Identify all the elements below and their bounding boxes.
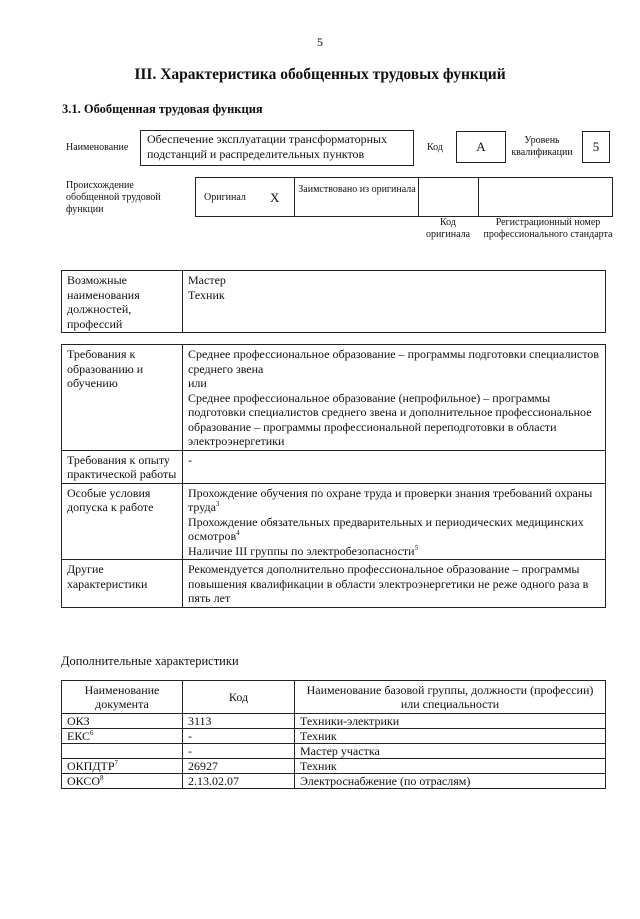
- additional-title: Дополнительные характеристики: [61, 654, 239, 668]
- table-row: [62, 714, 606, 729]
- doc-cell: ОКСО$^8$: [62, 774, 183, 789]
- origin-label: Происхождение обобщенной трудовой функции: [66, 180, 161, 215]
- name-label: Наименование: [66, 142, 129, 153]
- table-row: [62, 345, 606, 451]
- code-cell: 26927: [183, 759, 295, 774]
- origin-grid: [195, 177, 613, 217]
- gtf-code-value: А: [456, 131, 506, 163]
- experience-label: Требования к опыту практической работы: [62, 450, 183, 483]
- footnote-ref: 4: [236, 529, 240, 537]
- col-header-name: Наименование базовой группы, должности (профессии) или специальности: [295, 681, 606, 714]
- additional-table: [61, 680, 606, 789]
- code-cell: -: [183, 744, 295, 759]
- admission-line: Наличие III группы по электробезопасности$^5$: [188, 543, 419, 558]
- name-cell: Техники-электрики: [295, 714, 606, 729]
- doc-cell: ЕКС$^6$: [62, 729, 183, 744]
- origin-original: Оригинал: [204, 192, 246, 203]
- admission-label: Особые условия допуска к работе: [62, 483, 183, 560]
- gtf-name-value: Обеспечение эксплуатации трансформаторных подстанций и распределительных пунктов: [140, 130, 414, 166]
- code-label: Код: [427, 142, 443, 153]
- divider: [478, 177, 479, 217]
- positions-value: Мастер Техник: [183, 271, 606, 333]
- section-title: III. Характеристика обобщенных трудовых функций: [134, 66, 506, 83]
- table-row: [62, 729, 606, 744]
- code-cell: 3113: [183, 714, 295, 729]
- table-row: [62, 744, 606, 759]
- page-number: 5: [317, 35, 323, 49]
- admission-line: Прохождение обучения по охране труда и проверки знания требований охраны труда$^3$: [188, 485, 593, 514]
- doc-cell: ОКЗ: [62, 714, 183, 729]
- education-label: Требования к образованию и обучению: [62, 345, 183, 451]
- other-value: Рекомендуется дополнительно профессиональное образование – программы повышения квалификации в области электроэнергетики не реже одного раза в пять лет: [183, 560, 606, 608]
- doc-cell: ОКПДТР$^7$: [62, 759, 183, 774]
- admission-line: Прохождение обязательных предварительных и периодических медицинских осмотров$^4$: [188, 514, 584, 543]
- table-row: [62, 759, 606, 774]
- name-cell: Электроснабжение (по отраслям): [295, 774, 606, 789]
- level-label: Уровень квалификации: [511, 135, 573, 158]
- name-cell: Техник: [295, 729, 606, 744]
- footnote-ref: 3: [215, 500, 220, 508]
- requirements-table: [61, 344, 606, 608]
- table-row: [62, 774, 606, 789]
- table-row: [62, 560, 606, 608]
- positions-table: [61, 270, 606, 333]
- education-value: Среднее профессиональное образование – программы подготовки специалистов среднего звена или Среднее профессиональное образование (непрофильное) – программы подготовки специалистов среднего звена и дополнительное профессиональное образование – программы профессиональной переподготовки в области электроэнергетики: [183, 345, 606, 451]
- experience-value: -: [183, 450, 606, 483]
- table-header-row: [62, 681, 606, 714]
- reg-number-caption: Регистрационный номер профессионального стандарта: [483, 217, 613, 240]
- doc-cell: [62, 744, 183, 759]
- col-header-document: Наименование документа: [62, 681, 183, 714]
- code-original-caption: Код оригинала: [425, 217, 471, 240]
- code-cell: 2.13.02.07: [183, 774, 295, 789]
- divider: [294, 177, 295, 217]
- col-header-code: Код: [183, 681, 295, 714]
- name-cell: Мастер участка: [295, 744, 606, 759]
- footnote-ref: 5: [414, 543, 419, 552]
- origin-borrowed: Заимствовано из оригинала: [298, 184, 416, 195]
- table-row: [62, 450, 606, 483]
- subsection-title: 3.1. Обобщенная трудовая функция: [62, 102, 263, 116]
- admission-value: [183, 483, 606, 560]
- code-cell: -: [183, 729, 295, 744]
- other-label: Другие характеристики: [62, 560, 183, 608]
- divider: [418, 177, 419, 217]
- positions-label: Возможные наименования должностей, профессий: [62, 271, 183, 333]
- table-row: [62, 483, 606, 560]
- name-cell: Техник: [295, 759, 606, 774]
- gtf-level-value: 5: [582, 131, 610, 163]
- origin-mark: X: [270, 190, 280, 205]
